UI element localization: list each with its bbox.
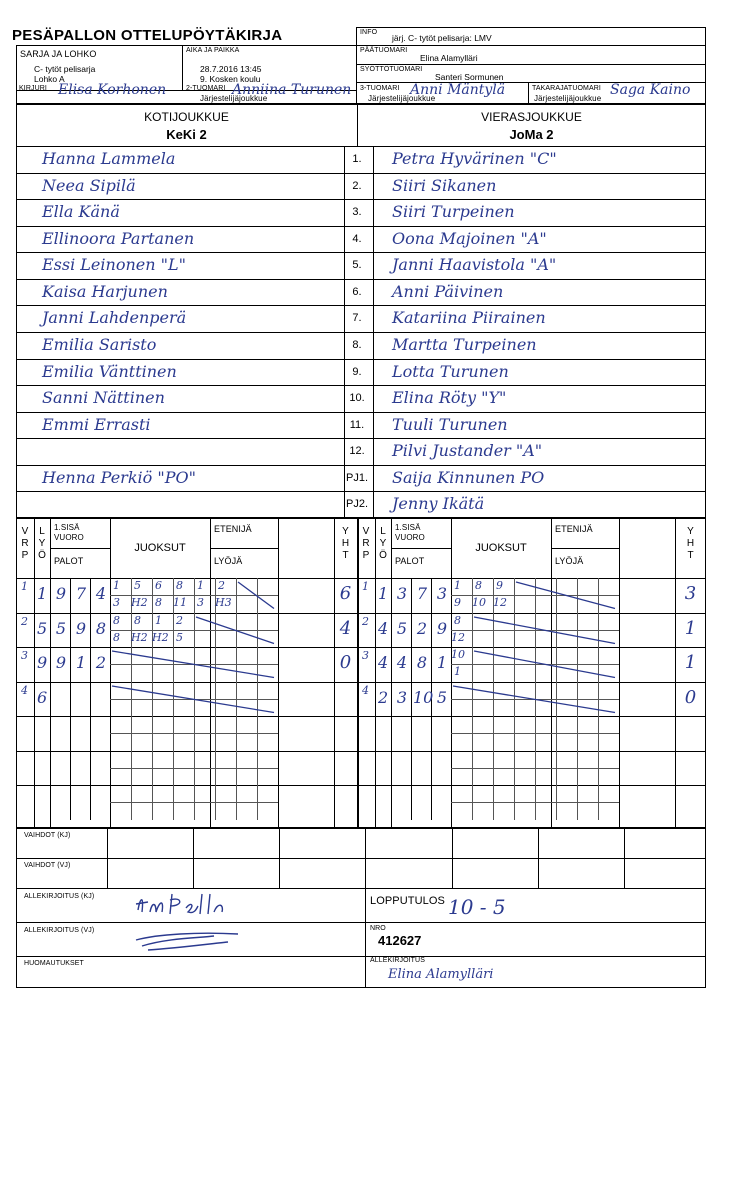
- tuomari2-sub: Järjestelijäjoukkue: [200, 94, 268, 103]
- info-label: INFO: [360, 29, 378, 36]
- header-etenija: ETENIJÄ: [555, 524, 593, 534]
- lyo-value: 4: [378, 653, 389, 672]
- away-player-name: Lotta Turunen: [392, 361, 509, 381]
- palot-value: 9: [55, 584, 67, 603]
- home-player-name: Henna Perkiö "PO": [42, 467, 196, 487]
- header-vrp: V R P: [21, 526, 29, 561]
- home-player-name: Sanni Nättinen: [42, 388, 165, 408]
- run-value-bottom: H2: [152, 630, 169, 644]
- home-player-name: Kaisa Harjunen: [42, 281, 168, 301]
- lyo-value: 4: [378, 618, 389, 638]
- run-value-top: 2: [176, 613, 183, 627]
- palot-value: 1: [436, 653, 448, 672]
- syottotuomari-value: Santeri Sormunen: [435, 72, 504, 82]
- run-value-top: 10: [451, 648, 465, 661]
- away-player-name: Petra Hyvärinen "C": [392, 149, 557, 168]
- away-player-name: Martta Turpeinen: [392, 334, 537, 354]
- away-player-name: Pilvi Justander "A": [392, 441, 543, 461]
- allekirjoitus-value: Elina Alamylläri: [388, 967, 494, 982]
- header-lyo: L Y Ö: [38, 526, 46, 561]
- tuomari2-value: Anniina Turunen: [232, 82, 352, 98]
- header-yht: Y H T: [686, 526, 695, 561]
- vaihdot-kj-label: VAIHDOT (KJ): [24, 832, 71, 839]
- lyo-value: 6: [37, 687, 48, 707]
- inning-total: 3: [684, 583, 697, 604]
- vaihdot-vj-label: VAIHDOT (VJ): [24, 862, 71, 869]
- palot-value: 7: [416, 584, 428, 603]
- takaraja-sub: Järjestelijäjoukkue: [534, 94, 602, 103]
- inning-total: 4: [339, 617, 352, 639]
- run-value-top: 8: [475, 579, 482, 592]
- strike-mark: [110, 682, 278, 717]
- nro-value: 412627: [378, 933, 422, 948]
- run-value-top: 1: [113, 579, 120, 592]
- home-player-name: Essi Leinonen "L": [42, 255, 186, 275]
- header-yht: Y H T: [341, 526, 350, 561]
- run-value-bottom: 1: [454, 665, 461, 679]
- aika-value-1: 28.7.2016 13:45: [200, 64, 262, 74]
- huomautukset-label: HUOMAUTUKSET: [24, 960, 84, 967]
- run-value-bottom: 8: [113, 630, 120, 644]
- roster-row-number: 8.: [352, 338, 362, 351]
- run-value-top: 8: [176, 579, 183, 592]
- footer-box: [16, 828, 706, 988]
- run-value-bottom: H2: [131, 596, 148, 610]
- run-value-bottom: H3: [215, 596, 232, 610]
- inning-total: 0: [339, 652, 352, 673]
- away-player-name: Siiri Sikanen: [392, 175, 497, 195]
- sarja-value-2: Lohko A: [34, 74, 65, 84]
- palot-value: 2: [95, 653, 107, 672]
- form-title: PESÄPALLON OTTELUPÖYTÄKIRJA: [12, 27, 283, 44]
- palot-value: 3: [396, 584, 408, 603]
- allekirjoitus-label: ALLEKIRJOITUS: [370, 957, 425, 964]
- home-player-name: Ellinoora Partanen: [42, 228, 195, 248]
- lopputulos-value: 10 - 5: [448, 895, 506, 919]
- tuomari3-sub: Järjestelijäjoukkue: [368, 94, 436, 103]
- vrp-value: 2: [362, 614, 369, 628]
- run-value-top: 8: [134, 613, 141, 627]
- allekirjoitus-kj-label: ALLEKIRJOITUS (KJ): [24, 893, 95, 900]
- home-label: KOTIJOUKKUE: [144, 110, 229, 124]
- roster-row-number: 4.: [352, 232, 362, 245]
- palot-value: 2: [416, 618, 428, 638]
- header-lyo: L Y Ö: [379, 526, 387, 561]
- home-player-name: Emilia Saristo: [42, 334, 157, 354]
- run-value-bottom: 11: [173, 596, 187, 610]
- run-value-top: 1: [454, 579, 461, 592]
- run-value-bottom: 5: [176, 630, 183, 644]
- sarja-value-1: C- tytöt pelisarja: [34, 64, 96, 74]
- palot-value: 3: [436, 584, 448, 603]
- palot-value: 5: [396, 618, 408, 638]
- inning-total: 1: [684, 617, 697, 639]
- palot-value: 4: [95, 584, 107, 603]
- home-player-name: Emmi Errasti: [42, 414, 151, 434]
- home-player-name: Emilia Vänttinen: [42, 361, 177, 381]
- strike-mark: [110, 647, 278, 682]
- header-etenija: ETENIJÄ: [214, 524, 252, 534]
- tuomari3-value: Anni Mäntylä: [410, 82, 506, 98]
- takaraja-value: Saga Kaino: [610, 82, 691, 98]
- inning-total: 6: [339, 583, 352, 604]
- takaraja-label: TAKARAJATUOMARI: [532, 85, 601, 92]
- palot-value: 4: [396, 653, 408, 672]
- palot-value: 1: [75, 653, 87, 672]
- away-player-name: Elina Röty "Y": [392, 388, 507, 408]
- paatuomari-value: Elina Alamylläri: [420, 53, 478, 63]
- lopputulos-label: LOPPUTULOS: [370, 895, 445, 907]
- run-value-bottom: 12: [493, 596, 507, 610]
- lyo-value: 9: [37, 653, 48, 672]
- run-value-top: 1: [155, 613, 162, 627]
- vrp-value: 3: [362, 649, 369, 662]
- aika-value-2: 9. Kosken koulu: [200, 74, 261, 84]
- inning-total: 1: [684, 652, 697, 673]
- strike-mark: [472, 613, 619, 648]
- lyo-value: 1: [37, 584, 48, 603]
- lyo-value: 2: [378, 687, 389, 707]
- home-player-name: Hanna Lammela: [42, 149, 176, 168]
- header-palot: PALOT: [54, 556, 84, 566]
- vrp-value: 1: [21, 580, 28, 593]
- palot-value: 5: [436, 687, 448, 707]
- kirjuri-value: Elisa Korhonen: [58, 82, 167, 98]
- info-value: järj. C- tytöt pelisarja: LMV: [392, 33, 492, 43]
- away-label: VIERASJOUKKUE: [481, 110, 582, 124]
- run-value-top: 2: [218, 579, 225, 592]
- header-vrp: V R P: [362, 526, 370, 561]
- header-lyoja: LYÖJÄ: [555, 556, 584, 566]
- nro-label: NRO: [370, 925, 386, 932]
- allekirjoitus-vj-label: ALLEKIRJOITUS (VJ): [24, 927, 95, 934]
- palot-value: 8: [95, 618, 107, 638]
- run-value-bottom: 10: [472, 596, 486, 610]
- palot-value: 10: [413, 687, 434, 707]
- vrp-value: 4: [21, 683, 28, 697]
- kirjuri-label: KIRJURI: [19, 85, 47, 92]
- run-value-bottom: 3: [197, 596, 204, 610]
- away-player-name: Katariina Piirainen: [392, 308, 546, 328]
- roster-row-number: 1.: [352, 153, 362, 165]
- run-value-top: 9: [496, 579, 503, 592]
- roster-row-number: 9.: [352, 365, 362, 378]
- home-player-name: Ella Känä: [42, 202, 120, 222]
- inning-total: 0: [684, 686, 697, 708]
- roster-row-number: PJ1.: [345, 471, 368, 484]
- lyo-value: 5: [37, 618, 48, 638]
- header-lyoja: LYÖJÄ: [214, 556, 243, 566]
- aika-label: AIKA JA PAIKKA: [186, 47, 240, 54]
- strike-mark: [236, 578, 278, 613]
- palot-value: 9: [436, 618, 448, 638]
- palot-value: 3: [396, 687, 408, 707]
- run-value-bottom: H2: [131, 630, 148, 644]
- home-player-name: Neea Sipilä: [42, 175, 136, 195]
- away-player-name: Saija Kinnunen PO: [392, 467, 545, 487]
- run-value-bottom: 3: [113, 596, 120, 610]
- vrp-value: 1: [362, 580, 369, 593]
- home-team: KeKi 2: [166, 127, 207, 142]
- roster-row-number: 2.: [352, 179, 362, 192]
- header-sisa: 1.SISÄ VUORO: [395, 523, 425, 542]
- away-player-name: Jenny Ikätä: [392, 494, 485, 514]
- roster-row-number: 7.: [352, 312, 362, 325]
- away-player-name: Oona Majoinen "A": [392, 228, 547, 248]
- roster-row-number: 3.: [352, 206, 362, 219]
- roster-row-number: 5.: [352, 259, 362, 272]
- strike-mark: [194, 613, 278, 648]
- header-juoksut: JUOKSUT: [475, 542, 527, 554]
- palot-value: 8: [416, 653, 428, 672]
- vrp-value: 4: [362, 683, 369, 697]
- roster-row-number: 10.: [349, 392, 365, 405]
- away-player-name: Anni Päivinen: [392, 281, 504, 301]
- palot-value: 9: [55, 653, 67, 672]
- run-value-top: 8: [454, 613, 461, 627]
- header-juoksut: JUOKSUT: [134, 542, 186, 554]
- roster-row-number: 6.: [352, 285, 362, 298]
- run-value-top: 8: [113, 613, 120, 627]
- vrp-value: 2: [21, 614, 28, 628]
- strike-mark: [472, 647, 619, 682]
- roster-row-number: PJ2.: [345, 498, 368, 511]
- run-value-bottom: 8: [155, 596, 162, 610]
- sarja-label: SARJA JA LOHKO: [20, 49, 97, 59]
- paatuomari-label: PÄÄTUOMARI: [360, 47, 408, 54]
- run-value-bottom: 12: [451, 630, 465, 644]
- away-player-name: Tuuli Turunen: [392, 414, 508, 434]
- roster-row-number: 12.: [349, 445, 365, 458]
- signature-kj: [130, 888, 240, 922]
- run-value-top: 6: [155, 579, 162, 592]
- header-sisa: 1.SISÄ VUORO: [54, 523, 84, 542]
- syottotuomari-label: SYÖTTÖTUOMARI: [360, 66, 423, 73]
- tuomari3-label: 3-TUOMARI: [360, 85, 400, 92]
- roster-row-number: 11.: [349, 418, 365, 431]
- palot-value: 7: [75, 584, 87, 603]
- strike-mark: [514, 578, 619, 613]
- tuomari2-label: 2-TUOMARI: [186, 85, 226, 92]
- vrp-value: 3: [21, 649, 28, 662]
- away-team: JoMa 2: [509, 127, 554, 142]
- strike-mark: [451, 682, 619, 717]
- palot-value: 5: [55, 618, 67, 638]
- palot-value: 9: [75, 618, 87, 638]
- run-value-top: 1: [197, 579, 204, 592]
- run-value-top: 5: [134, 579, 141, 592]
- header-palot: PALOT: [395, 556, 425, 566]
- signature-vj: [128, 924, 248, 954]
- away-player-name: Siiri Turpeinen: [392, 202, 515, 222]
- run-value-bottom: 9: [454, 596, 461, 610]
- away-player-name: Janni Haavistola "A": [392, 255, 557, 275]
- lyo-value: 1: [378, 584, 389, 603]
- home-player-name: Janni Lahdenperä: [42, 308, 187, 328]
